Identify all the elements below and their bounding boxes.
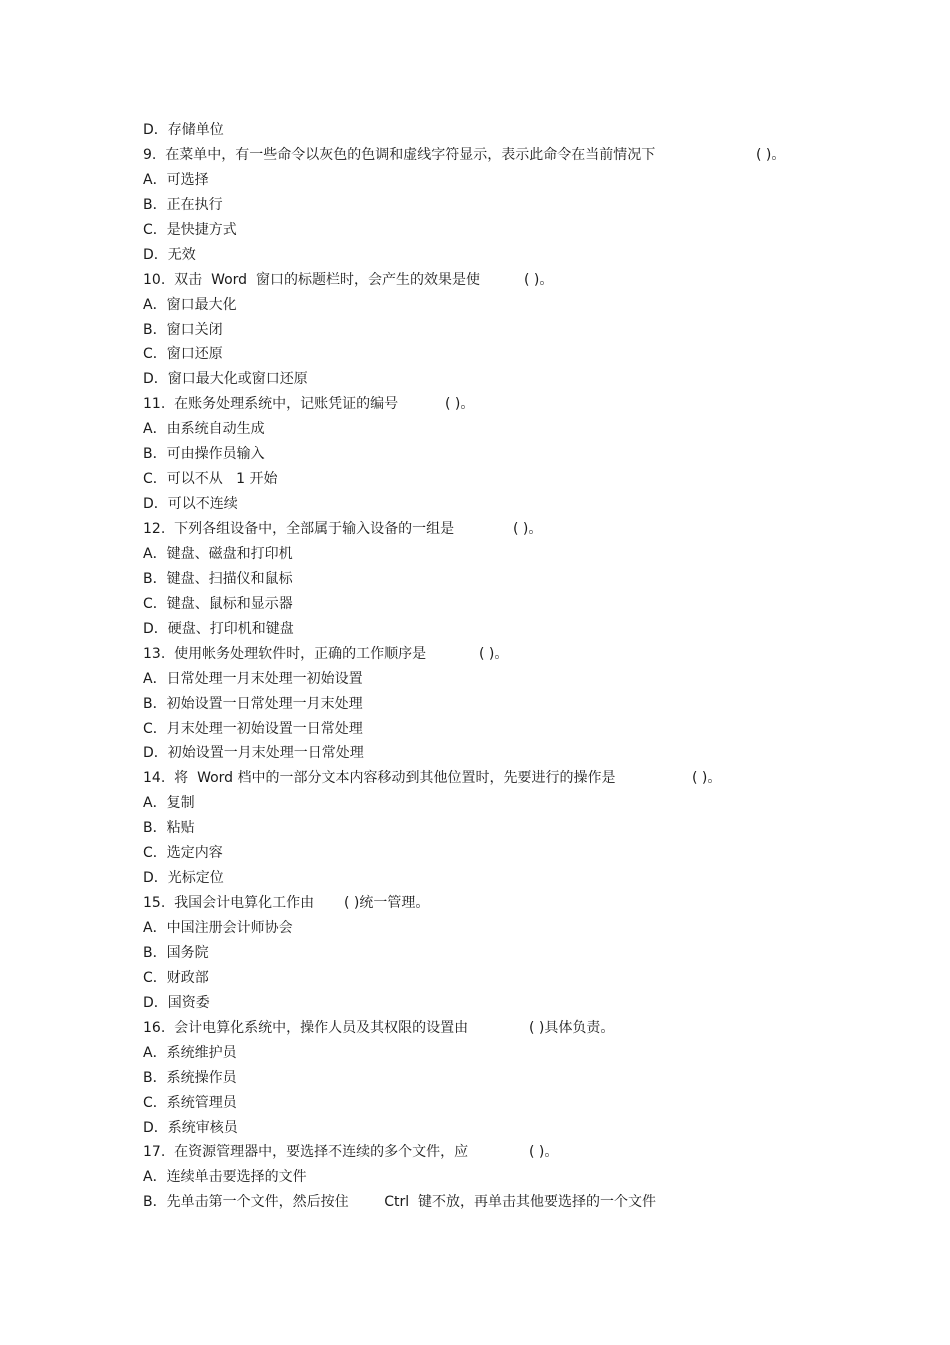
option-line xyxy=(143,717,903,742)
question-text: 16. 会计电算化系统中，操作人员及其权限的设置由 xyxy=(143,1019,469,1036)
answer-blank: ( )统一管理。 xyxy=(344,895,430,912)
option-line xyxy=(143,342,903,367)
question-line xyxy=(143,1140,903,1165)
question-line xyxy=(143,891,903,916)
option-text: C．是快捷方式 xyxy=(143,221,237,238)
answer-blank: ( )。 xyxy=(524,271,554,288)
answer-blank: ( )。 xyxy=(756,146,786,163)
option-line xyxy=(143,692,903,717)
option-text: C．选定内容 xyxy=(143,845,223,862)
option-line xyxy=(143,741,903,766)
option-line xyxy=(143,442,903,467)
option-line xyxy=(143,791,903,816)
option-line xyxy=(143,816,903,841)
question-line xyxy=(143,268,903,293)
option-text: A．中国注册会计师协会 xyxy=(143,920,293,936)
option-line xyxy=(143,1091,903,1116)
option-text: D．系统审核员 xyxy=(143,1119,238,1136)
option-line xyxy=(143,367,903,392)
option-text: A．连续单击要选择的文件 xyxy=(143,1169,307,1186)
option-text: D．无效 xyxy=(143,246,196,263)
option-text: B．粘贴 xyxy=(143,820,195,837)
document-body xyxy=(143,118,903,1215)
option-text: B．先单击第一个文件，然后按住 Ctrl 键不放，再单击其他要选择的一个文件 xyxy=(143,1194,657,1211)
option-line xyxy=(143,1190,903,1215)
option-line xyxy=(143,467,903,492)
answer-blank: ( )具体负责。 xyxy=(529,1019,615,1036)
option-line xyxy=(143,617,903,642)
option-text: C．系统管理员 xyxy=(143,1094,237,1111)
answer-blank: ( )。 xyxy=(529,1144,559,1161)
question-text: 10. 双击 Word 窗口的标题栏时，会产生的效果是使 xyxy=(143,271,480,288)
option-line xyxy=(143,318,903,343)
option-text: C．键盘、鼠标和显示器 xyxy=(143,595,293,612)
option-text: B．国务院 xyxy=(143,944,209,961)
option-text: C．月末处理一初始设置一日常处理 xyxy=(143,720,363,737)
option-line xyxy=(143,293,903,318)
option-text: B．正在执行 xyxy=(143,196,223,213)
option-line xyxy=(143,866,903,891)
option-text: A．可选择 xyxy=(143,171,209,188)
option-text: A．由系统自动生成 xyxy=(143,421,265,438)
question-text: 13. 使用帐务处理软件时，正确的工作顺序是 xyxy=(143,645,427,662)
option-text: B．窗口关闭 xyxy=(143,321,223,338)
option-line xyxy=(143,492,903,517)
option-text: A．窗口最大化 xyxy=(143,296,237,313)
option-line xyxy=(143,1041,903,1066)
answer-blank: ( )。 xyxy=(513,521,543,537)
question-text: 15. 我国会计电算化工作由 xyxy=(143,895,315,912)
option-text: D．可以不连续 xyxy=(143,496,238,513)
option-text: B．系统操作员 xyxy=(143,1069,237,1086)
question-line xyxy=(143,517,903,542)
option-text: D．初始设置一月末处理一日常处理 xyxy=(143,745,364,762)
option-line xyxy=(143,592,903,617)
option-text: B．可由操作员输入 xyxy=(143,446,265,463)
option-text: D．存储单位 xyxy=(143,122,224,138)
option-text: C．可以不从 1 开始 xyxy=(143,471,278,488)
option-text: A．键盘、磁盘和打印机 xyxy=(143,545,293,562)
question-line xyxy=(143,1016,903,1041)
option-line xyxy=(143,1066,903,1091)
option-text: D．光标定位 xyxy=(143,870,224,887)
option-line xyxy=(143,417,903,442)
question-text: 9. 在菜单中，有一些命令以灰色的色调和虚线字符显示，表示此命令在当前情况下 xyxy=(143,146,656,163)
option-line xyxy=(143,118,903,143)
option-text: A．系统维护员 xyxy=(143,1044,237,1061)
option-text: A．日常处理一月末处理一初始设置 xyxy=(143,670,363,687)
answer-blank: ( )。 xyxy=(445,396,475,413)
question-line xyxy=(143,143,903,168)
question-line xyxy=(143,766,903,791)
option-line xyxy=(143,941,903,966)
option-text: B．初始设置一日常处理一月末处理 xyxy=(143,695,363,712)
option-line xyxy=(143,916,903,941)
option-line xyxy=(143,168,903,193)
option-line xyxy=(143,193,903,218)
option-line xyxy=(143,667,903,692)
option-line xyxy=(143,218,903,243)
option-text: A．复制 xyxy=(143,795,195,812)
question-text: 17. 在资源管理器中，要选择不连续的多个文件，应 xyxy=(143,1144,469,1161)
question-line xyxy=(143,642,903,667)
option-text: D．硬盘、打印机和键盘 xyxy=(143,620,294,637)
answer-blank: ( )。 xyxy=(479,645,509,662)
question-text: 11. 在账务处理系统中，记账凭证的编号 xyxy=(143,396,399,413)
option-line xyxy=(143,966,903,991)
question-text: 12. 下列各组设备中，全部属于输入设备的一组是 xyxy=(143,521,455,537)
option-line xyxy=(143,567,903,592)
option-text: C．财政部 xyxy=(143,969,209,986)
option-line xyxy=(143,1116,903,1141)
question-text: 14. 将 Word 档中的一部分文本内容移动到其他位置时，先要进行的操作是 xyxy=(143,770,616,787)
option-line xyxy=(143,243,903,268)
option-line xyxy=(143,991,903,1016)
option-line xyxy=(143,542,903,567)
option-text: D．国资委 xyxy=(143,994,210,1011)
answer-blank: ( )。 xyxy=(692,770,722,787)
option-line xyxy=(143,841,903,866)
option-text: C．窗口还原 xyxy=(143,346,223,363)
option-text: B．键盘、扫描仪和鼠标 xyxy=(143,570,293,587)
question-line xyxy=(143,392,903,417)
option-line xyxy=(143,1165,903,1190)
option-text: D．窗口最大化或窗口还原 xyxy=(143,371,308,388)
